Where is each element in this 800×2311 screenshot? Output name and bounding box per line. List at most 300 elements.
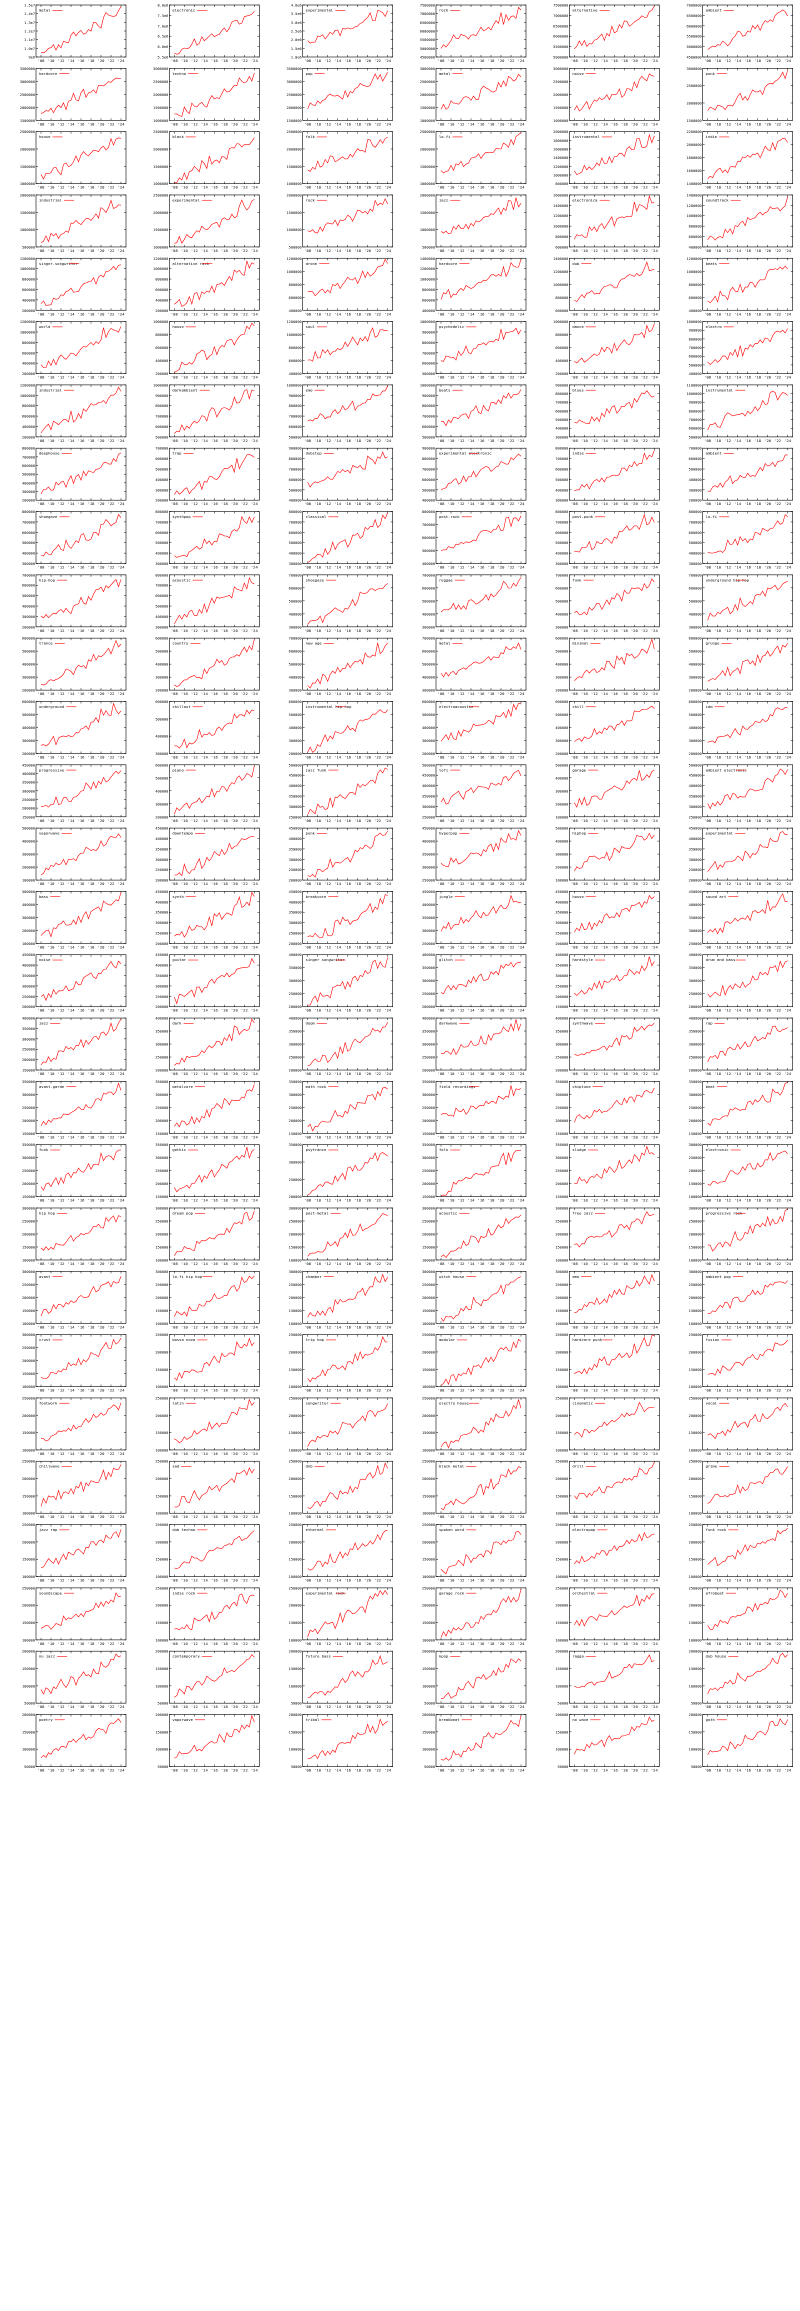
panel-61	[155, 637, 259, 697]
legend-label: minimal	[572, 640, 589, 646]
y-tick-label: 1000000	[19, 228, 35, 233]
y-tick-label: 500000	[22, 712, 35, 717]
y-tick-label: 1500000	[419, 210, 435, 215]
panel-83	[689, 827, 793, 887]
y-tick-label: 600000	[22, 464, 35, 469]
x-tick-label: '08	[570, 1007, 578, 1013]
x-tick-label: '14	[734, 691, 742, 697]
series-line	[708, 455, 788, 491]
x-tick-label: '12	[190, 247, 198, 253]
x-tick-label: '20	[364, 58, 372, 63]
y-tick-label: 400000	[155, 789, 169, 794]
x-tick-label: '20	[364, 437, 372, 443]
x-tick-label: '18	[487, 58, 495, 63]
y-tick-label: 1400000	[553, 156, 569, 161]
y-tick-label: 200000	[688, 1005, 702, 1010]
x-tick-label: '22	[640, 311, 648, 317]
x-tick-label: '12	[190, 564, 198, 570]
x-tick-label: '08	[570, 564, 578, 570]
y-tick-label: 800000	[288, 404, 302, 409]
x-tick-label: '14	[600, 1007, 608, 1013]
y-tick-label: 500000	[288, 712, 302, 717]
x-tick-label: '16	[610, 627, 618, 633]
x-tick-label: '14	[200, 247, 208, 253]
x-tick-label: '14	[67, 121, 75, 127]
x-tick-label: '20	[630, 1007, 638, 1013]
y-tick-label: 400000	[155, 477, 169, 482]
panel-25	[153, 257, 259, 317]
series-line	[574, 262, 654, 301]
x-tick-label: '12	[324, 311, 332, 317]
y-tick-label: 6000000	[553, 34, 569, 39]
y-tick-label: 150000	[22, 1068, 35, 1073]
series-line	[441, 454, 521, 490]
y-tick-label: 300000	[155, 675, 169, 680]
x-tick-label: '20	[230, 754, 238, 760]
legend-label: hip-hop	[39, 577, 56, 583]
x-tick-label: '18	[754, 564, 762, 570]
y-tick-label: 400000	[688, 477, 702, 482]
y-tick-label: 1000000	[286, 383, 302, 388]
x-tick-label: '18	[487, 881, 495, 887]
x-tick-label: '08	[570, 437, 578, 443]
y-tick-label: 450000	[688, 826, 702, 831]
x-tick-label: '10	[314, 944, 322, 950]
x-tick-label: '14	[200, 311, 208, 317]
panel-31	[153, 320, 259, 380]
x-tick-label: '08	[304, 881, 312, 887]
x-tick-label: '16	[210, 311, 218, 317]
x-tick-label: '14	[200, 184, 208, 190]
y-tick-label: 2500000	[553, 79, 569, 84]
x-tick-label: '22	[107, 58, 115, 63]
legend-label: noise	[572, 70, 584, 76]
x-tick-label: '18	[220, 691, 228, 697]
x-tick-label: '24	[650, 184, 658, 190]
y-tick-label: 1200000	[19, 383, 35, 388]
x-tick-label: '20	[364, 691, 372, 697]
x-tick-label: '20	[764, 627, 772, 633]
x-tick-label: '14	[600, 121, 608, 127]
y-tick-label: 300000	[22, 915, 35, 920]
legend-label: country	[172, 640, 189, 646]
x-tick-label: '18	[354, 944, 362, 950]
y-tick-label: 1600000	[553, 193, 569, 198]
x-tick-label: '18	[220, 247, 228, 253]
legend-label: jungle	[439, 893, 453, 899]
y-tick-label: 450000	[155, 889, 169, 894]
y-tick-label: 400000	[555, 776, 569, 781]
y-tick-label: 250000	[22, 797, 35, 802]
x-tick-label: '14	[334, 58, 342, 63]
x-tick-label: '14	[734, 121, 742, 127]
x-tick-label: '24	[384, 184, 392, 190]
x-tick-label: '12	[190, 627, 198, 633]
y-tick-label: 400000	[288, 784, 302, 789]
x-tick-label: '24	[250, 754, 258, 760]
x-tick-label: '22	[640, 501, 648, 507]
panel-93	[422, 953, 526, 1013]
x-tick-label: '14	[467, 944, 475, 950]
y-tick-label: 200000	[22, 625, 35, 630]
x-tick-label: '22	[107, 817, 115, 823]
series-line	[41, 326, 121, 367]
x-tick-label: '24	[117, 374, 125, 380]
x-tick-label: '12	[590, 184, 598, 190]
legend-label: progressive	[39, 767, 65, 773]
y-tick-label: 400000	[422, 562, 435, 567]
x-tick-label: '22	[640, 58, 648, 63]
y-tick-label: 500000	[155, 649, 169, 654]
x-tick-label: '18	[487, 184, 495, 190]
x-tick-label: '10	[580, 1071, 588, 1077]
x-tick-label: '08	[437, 691, 445, 697]
y-tick-label: 500000	[22, 541, 35, 546]
legend-label: indie	[572, 450, 584, 456]
x-tick-label: '18	[354, 121, 362, 127]
x-tick-label: '22	[374, 691, 382, 697]
x-tick-label: '16	[344, 184, 352, 190]
x-tick-label: '22	[107, 1007, 115, 1013]
x-tick-label: '10	[580, 374, 588, 380]
y-tick-label: 350000	[688, 915, 702, 920]
x-tick-label: '10	[47, 754, 55, 760]
panel-27	[420, 257, 526, 317]
y-tick-label: 600000	[22, 351, 35, 356]
x-tick-label: '14	[600, 627, 608, 633]
x-tick-label: '10	[714, 247, 722, 253]
x-tick-label: '14	[334, 437, 342, 443]
x-tick-label: '18	[220, 184, 228, 190]
y-tick-label: 800000	[155, 277, 169, 282]
x-tick-label: '16	[210, 627, 218, 633]
x-tick-label: '18	[620, 437, 628, 443]
x-tick-label: '16	[610, 311, 618, 317]
x-tick-label: '10	[180, 754, 188, 760]
x-tick-label: '20	[764, 374, 772, 380]
y-tick-label: 6.5e6	[157, 34, 169, 39]
y-tick-label: 450000	[422, 826, 435, 831]
x-tick-label: '16	[610, 247, 618, 253]
x-tick-label: '08	[304, 564, 312, 570]
x-tick-label: '22	[507, 58, 515, 63]
x-tick-label: '10	[47, 1071, 55, 1077]
legend-label: darkambient	[172, 387, 198, 393]
y-tick-label: 250000	[555, 931, 569, 936]
x-tick-label: '10	[580, 58, 588, 63]
y-tick-label: 600000	[422, 298, 435, 303]
x-tick-label: '18	[620, 1071, 628, 1077]
x-tick-label: '22	[774, 564, 782, 570]
x-tick-label: '12	[724, 564, 732, 570]
x-tick-label: '20	[630, 311, 638, 317]
x-tick-label: '18	[620, 817, 628, 823]
y-tick-label: 400000	[555, 953, 569, 958]
legend-label: jazz	[439, 197, 449, 203]
panel-90	[22, 953, 126, 1013]
x-tick-label: '12	[457, 817, 465, 823]
x-tick-label: '22	[240, 184, 248, 190]
y-tick-label: 900000	[422, 393, 435, 398]
x-tick-label: '14	[734, 817, 742, 823]
x-tick-label: '24	[784, 754, 792, 760]
y-tick-label: 500000	[422, 549, 435, 554]
y-tick-label: 4500000	[419, 55, 435, 60]
x-tick-label: '18	[487, 564, 495, 570]
y-tick-label: 800000	[555, 333, 569, 338]
x-tick-label: '10	[180, 1071, 188, 1077]
y-tick-label: 350000	[22, 1026, 35, 1031]
y-tick-label: 400000	[555, 1016, 569, 1021]
y-tick-label: 250000	[422, 1055, 435, 1060]
x-tick-label: '14	[67, 691, 75, 697]
y-tick-label: 400000	[22, 551, 35, 556]
panel-82	[555, 827, 659, 887]
x-tick-label: '22	[640, 691, 648, 697]
legend-label: alternative	[572, 7, 598, 13]
y-tick-label: 1.4e7	[24, 12, 35, 17]
panel-18	[20, 193, 126, 253]
x-tick-label: '14	[600, 944, 608, 950]
x-tick-label: '18	[354, 754, 362, 760]
y-tick-label: 1000000	[153, 383, 169, 388]
x-tick-label: '14	[467, 311, 475, 317]
x-tick-label: '10	[314, 564, 322, 570]
x-tick-label: '10	[580, 1007, 588, 1013]
x-tick-label: '14	[467, 881, 475, 887]
legend-label: piano	[172, 767, 184, 773]
y-tick-label: 450000	[22, 953, 35, 958]
legend-label: punk	[305, 830, 315, 836]
y-tick-label: 400000	[22, 424, 35, 429]
y-tick-label: 400000	[422, 725, 435, 730]
y-tick-label: 1200000	[19, 320, 35, 325]
panel-12	[20, 130, 126, 190]
y-tick-label: 200000	[555, 688, 569, 693]
x-tick-label: '10	[314, 817, 322, 823]
y-tick-label: 700000	[422, 414, 435, 419]
legend-label: idm	[705, 703, 713, 709]
x-tick-label: '18	[487, 691, 495, 697]
y-tick-label: 300000	[555, 562, 569, 567]
y-tick-label: 800000	[22, 277, 35, 282]
x-tick-label: '10	[180, 247, 188, 253]
x-tick-label: '14	[734, 437, 742, 443]
legend-label: doom	[305, 1020, 315, 1026]
x-tick-label: '24	[517, 691, 525, 697]
y-tick-label: 300000	[288, 1042, 302, 1047]
x-tick-label: '22	[507, 881, 515, 887]
y-tick-label: 600000	[688, 235, 702, 240]
y-tick-label: 800000	[422, 340, 435, 345]
x-tick-label: '20	[764, 754, 772, 760]
x-tick-label: '08	[704, 121, 712, 127]
y-tick-label: 600000	[688, 354, 702, 359]
y-tick-label: 250000	[422, 815, 435, 820]
legend-label: electroacoustic	[439, 703, 474, 709]
y-tick-label: 1500000	[286, 164, 302, 169]
x-tick-label: '12	[190, 817, 198, 823]
x-tick-label: '16	[744, 437, 752, 443]
x-tick-label: '24	[384, 311, 392, 317]
y-tick-label: 1800000	[686, 156, 702, 161]
y-tick-label: 400000	[422, 839, 435, 844]
x-tick-label: '24	[784, 501, 792, 507]
panel-60	[22, 637, 126, 697]
y-tick-label: 1000000	[553, 282, 569, 287]
x-tick-label: '16	[744, 311, 752, 317]
y-tick-label: 300000	[555, 789, 569, 794]
y-tick-label: 350000	[555, 1029, 569, 1034]
x-tick-label: '24	[784, 691, 792, 697]
y-tick-label: 700000	[22, 520, 35, 525]
x-tick-label: '18	[754, 691, 762, 697]
x-tick-label: '20	[764, 184, 772, 190]
x-tick-label: '22	[774, 501, 782, 507]
x-tick-label: '10	[47, 501, 55, 507]
x-tick-label: '10	[314, 184, 322, 190]
x-tick-label: '20	[630, 944, 638, 950]
x-tick-label: '10	[714, 691, 722, 697]
x-tick-label: '24	[384, 754, 392, 760]
x-tick-label: '22	[640, 754, 648, 760]
y-tick-label: 800000	[422, 287, 435, 292]
y-tick-label: 800000	[22, 404, 35, 409]
x-tick-label: '20	[230, 1007, 238, 1013]
x-tick-label: '20	[497, 1071, 505, 1077]
x-tick-label: '12	[57, 1007, 65, 1013]
x-tick-label: '12	[590, 817, 598, 823]
x-tick-label: '12	[590, 627, 598, 633]
y-tick-label: 300000	[155, 751, 169, 756]
x-tick-label: '12	[190, 184, 198, 190]
x-tick-label: '14	[200, 754, 208, 760]
y-tick-label: 2000000	[686, 143, 702, 148]
x-tick-label: '10	[314, 1007, 322, 1013]
x-tick-label: '10	[47, 944, 55, 950]
y-tick-label: 800000	[288, 282, 302, 287]
y-tick-label: 500000	[288, 245, 302, 250]
x-tick-label: '14	[467, 58, 475, 63]
x-tick-label: '22	[774, 374, 782, 380]
x-tick-label: '14	[67, 627, 75, 633]
y-tick-label: 400000	[22, 662, 35, 667]
legend-label: drum and bass	[705, 957, 736, 963]
x-tick-label: '16	[344, 817, 352, 823]
x-tick-label: '18	[754, 247, 762, 253]
panel-43	[155, 447, 259, 507]
x-tick-label: '10	[447, 564, 455, 570]
y-tick-label: 700000	[155, 520, 169, 525]
y-tick-label: 300000	[422, 928, 435, 933]
x-tick-label: '08	[37, 1071, 45, 1077]
y-tick-label: 500000	[688, 599, 702, 604]
series-line	[174, 454, 254, 494]
y-tick-label: 1600000	[553, 147, 569, 152]
y-tick-label: 200000	[22, 865, 35, 870]
y-tick-label: 200000	[422, 1005, 435, 1010]
x-tick-label: '24	[117, 627, 125, 633]
y-tick-label: 300000	[22, 1037, 35, 1042]
x-tick-label: '14	[200, 691, 208, 697]
y-tick-label: 600000	[288, 649, 302, 654]
x-tick-label: '20	[630, 754, 638, 760]
x-tick-label: '08	[37, 1007, 45, 1013]
x-tick-label: '24	[250, 1071, 258, 1077]
x-tick-label: '16	[77, 564, 85, 570]
legend-label: lo-fi	[705, 514, 718, 520]
series-line	[574, 74, 654, 111]
x-tick-label: '20	[230, 374, 238, 380]
x-tick-label: '12	[190, 437, 198, 443]
x-tick-label: '12	[324, 881, 332, 887]
x-tick-label: '22	[774, 754, 782, 760]
y-tick-label: 400000	[688, 612, 702, 617]
x-tick-label: '08	[704, 691, 712, 697]
panel-87	[422, 890, 526, 950]
y-tick-label: 200000	[22, 751, 35, 756]
y-tick-label: 200000	[288, 751, 302, 756]
series-line	[41, 138, 121, 179]
legend-label: alternative rock	[172, 260, 209, 266]
panel-14	[287, 130, 393, 190]
x-tick-label: '20	[97, 754, 105, 760]
y-tick-label: 300000	[688, 857, 702, 862]
x-tick-label: '22	[374, 247, 382, 253]
y-tick-label: 3000000	[686, 66, 702, 71]
x-tick-label: '18	[754, 374, 762, 380]
x-tick-label: '24	[250, 944, 258, 950]
panel-37	[153, 383, 259, 443]
y-tick-label: 450000	[155, 826, 169, 831]
y-tick-label: 300000	[155, 921, 169, 926]
legend-label: noise	[39, 957, 51, 963]
y-tick-label: 300000	[688, 804, 702, 809]
x-tick-label: '20	[97, 627, 105, 633]
x-tick-label: '18	[87, 691, 95, 697]
series-line	[574, 391, 654, 424]
x-tick-label: '18	[87, 374, 95, 380]
y-tick-label: 800000	[555, 182, 569, 187]
y-tick-label: 600000	[22, 287, 35, 292]
x-tick-label: '12	[457, 247, 465, 253]
x-tick-label: '22	[374, 627, 382, 633]
x-tick-label: '16	[210, 374, 218, 380]
panel-39	[420, 383, 526, 443]
y-tick-label: 350000	[155, 910, 169, 915]
x-tick-label: '20	[364, 881, 372, 887]
x-tick-label: '16	[210, 58, 218, 63]
x-tick-label: '22	[374, 817, 382, 823]
x-tick-label: '24	[117, 501, 125, 507]
y-tick-label: 300000	[288, 804, 302, 809]
x-tick-label: '08	[170, 1071, 178, 1077]
x-tick-label: '18	[620, 627, 628, 633]
y-tick-label: 1500000	[286, 118, 302, 123]
x-tick-label: '16	[610, 184, 618, 190]
x-tick-label: '10	[180, 184, 188, 190]
legend-label: chill	[572, 703, 584, 709]
y-tick-label: 250000	[155, 1055, 169, 1060]
y-tick-label: 300000	[288, 562, 302, 567]
x-tick-label: '22	[374, 881, 382, 887]
y-tick-label: 300000	[422, 804, 435, 809]
y-tick-label: 500000	[688, 763, 702, 768]
y-tick-label: 800000	[22, 510, 35, 515]
y-tick-label: 300000	[688, 979, 702, 984]
y-tick-label: 2000000	[286, 193, 302, 198]
legend-label: lofi	[439, 767, 449, 773]
